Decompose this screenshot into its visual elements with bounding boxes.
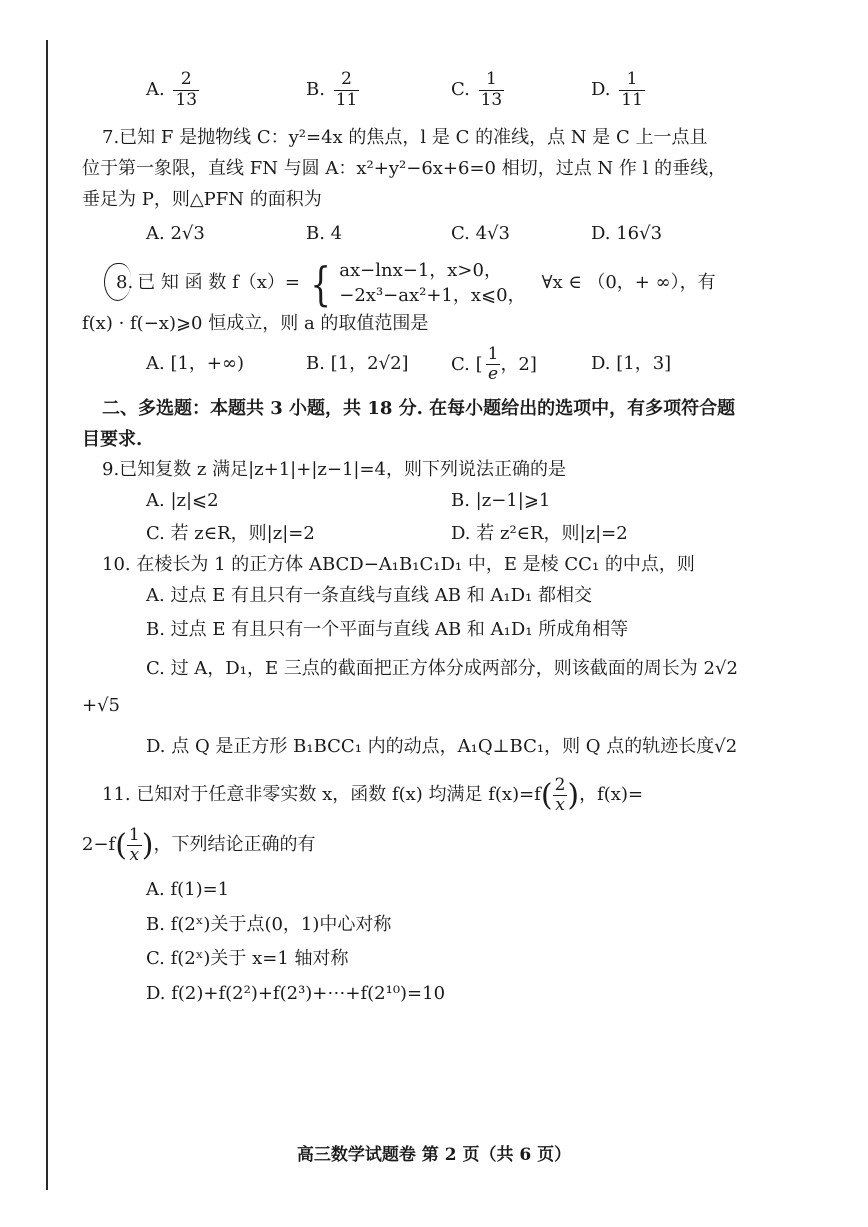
q11-line-2-suffix: ，下列结论正确的有 <box>153 834 316 856</box>
q7-line-3: 垂足为 P，则△PFN 的面积为 <box>82 188 322 210</box>
q9-options-row-1 <box>82 487 802 516</box>
q8-option-a: A. [1，+∞) <box>146 353 245 375</box>
q7-options <box>146 220 802 249</box>
q11-line-1-suffix: ，f(x)= <box>579 784 644 806</box>
q9-option-b: B. |z−1|⩾1 <box>451 490 551 512</box>
denominator: x <box>555 795 565 816</box>
q8-line-2: f(x) · f(−x)⩾0 恒成立，则 a 的取值范围是 <box>82 312 429 334</box>
denominator: x <box>129 845 140 866</box>
fraction <box>127 826 142 866</box>
fraction <box>334 70 360 110</box>
q8-option-b: B. [1，2√2] <box>306 353 409 375</box>
right-paren: ) <box>141 827 154 863</box>
question-10 <box>82 551 802 762</box>
denominator: 11 <box>621 89 643 110</box>
denominator: 13 <box>480 89 503 110</box>
numerator: 2 <box>173 70 199 91</box>
q10-option-b: B. 过点 E 有且只有一个平面与直线 AB 和 A₁D₁ 所成角相等 <box>146 619 629 641</box>
q11-option-d: D. f(2)+f(2²)+f(2³)+⋯+f(2¹⁰)=10 <box>146 983 446 1005</box>
option-label: C. <box>451 79 470 101</box>
question-7 <box>82 124 802 249</box>
numerator: 1 <box>619 70 645 91</box>
q9-options-row-2 <box>82 520 802 549</box>
left-paren: ( <box>540 777 553 813</box>
denominator: 13 <box>175 89 198 110</box>
q7-option-b: B. 4 <box>306 223 343 245</box>
q11-line-2 <box>82 826 802 866</box>
q8-suffix: ∀x ∈ （0，+ ∞），有 <box>541 272 716 294</box>
q11-option-b: B. f(2ˣ)关于点(0，1)中心对称 <box>146 913 392 935</box>
option-label: A. <box>146 79 165 101</box>
piecewise-cases <box>339 259 525 308</box>
question-8 <box>82 256 802 385</box>
q9-option-c: C. 若 z∈R，则|z|=2 <box>146 522 315 544</box>
fraction <box>486 345 501 385</box>
q11-line-2-prefix: 2−f <box>82 834 116 856</box>
numerator: 2 <box>554 774 566 795</box>
option-c-prefix: C. [ <box>451 353 483 375</box>
page-footer: 高三数学试题卷 第 2 页（共 6 页） <box>296 1145 572 1165</box>
piecewise-brace <box>306 256 526 311</box>
q8-number-circled: 8. <box>116 269 133 298</box>
question-9 <box>82 456 802 548</box>
numerator: 2 <box>334 70 360 91</box>
q10-option-c-line-1: C. 过 A，D₁，E 三点的截面把正方体分成两部分，则该截面的周长为 2√2 <box>146 658 738 680</box>
q11-line-1 <box>82 776 802 816</box>
q9-stem: 9.已知复数 z 满足|z+1|+|z−1|=4，则下列说法正确的是 <box>102 459 567 481</box>
q8-line-1 <box>82 256 802 311</box>
q11-option-a: A. f(1)=1 <box>146 878 230 900</box>
denominator: 11 <box>335 89 358 110</box>
q10-option-a: A. 过点 E 有且只有一条直线与直线 AB 和 A₁D₁ 都相交 <box>146 584 592 606</box>
q8-options <box>146 345 802 385</box>
q8-option-d: D. [1，3] <box>591 353 672 375</box>
q6-option-d <box>591 70 645 110</box>
section-2-line-2: 目要求. <box>82 428 143 450</box>
q6-option-b <box>306 70 451 110</box>
q10-option-d: D. 点 Q 是正方形 B₁BCC₁ 内的动点，A₁Q⊥BC₁，则 Q 点的轨迹长度√2 <box>146 735 738 757</box>
case-1: ax−lnx−1，x>0， <box>339 260 502 282</box>
left-paren: ( <box>115 827 127 863</box>
option-c-suffix: ，2] <box>500 353 537 375</box>
section-2-heading <box>82 395 802 455</box>
q6-option-a <box>146 70 306 110</box>
q7-option-d: D. 16√3 <box>591 223 663 245</box>
q10-stem: 10. 在棱长为 1 的正方体 ABCD−A₁B₁C₁D₁ 中，E 是棱 CC₁ 的中点，则 <box>102 553 695 575</box>
numerator: 1 <box>487 343 499 364</box>
brace-glyph: { <box>310 256 331 311</box>
q7-line-2: 位于第一象限，直线 FN 与圆 A：x²+y²−6x+6=0 相切，过点 N 作 l 的垂线， <box>82 157 727 179</box>
q7-option-c: C. 4√3 <box>451 223 510 245</box>
q10-option-c-line-2: +√5 <box>82 694 121 716</box>
q6-options <box>146 70 802 110</box>
case-2: −2x³−ax²+1，x⩽0， <box>339 284 526 306</box>
q8-prefix: 已 知 函 数 f（x）= <box>137 272 300 294</box>
fraction <box>553 776 568 816</box>
exam-page <box>82 60 802 1011</box>
right-paren: ) <box>567 777 580 813</box>
fraction <box>173 70 199 110</box>
q9-option-a: A. |z|⩽2 <box>146 490 219 512</box>
q11-option-c: C. f(2ˣ)关于 x=1 轴对称 <box>146 948 349 970</box>
q9-option-d: D. 若 z²∈R，则|z|=2 <box>451 522 628 544</box>
option-label: B. <box>306 79 325 101</box>
binding-margin-line <box>46 40 48 1190</box>
q11-line-1-prefix: 11. 已知对于任意非零实数 x，函数 f(x) 均满足 f(x)=f <box>102 784 541 806</box>
option-label: D. <box>591 79 611 101</box>
section-2-line-1: 二、多选题：本题共 3 小题，共 18 分. 在每小题给出的选项中，有多项符合题 <box>102 397 736 419</box>
fraction <box>479 70 505 110</box>
numerator: 1 <box>128 824 140 845</box>
denominator: e <box>487 364 499 385</box>
q8-option-c <box>451 345 591 385</box>
numerator: 1 <box>479 70 505 91</box>
q7-option-a: A. 2√3 <box>146 223 205 245</box>
q6-option-c <box>451 70 591 110</box>
question-11 <box>82 776 802 1009</box>
fraction <box>619 70 645 110</box>
q7-line-1: 7.已知 F 是抛物线 C：y²=4x 的焦点，l 是 C 的准线，点 N 是 C 上一点且 <box>102 127 708 149</box>
